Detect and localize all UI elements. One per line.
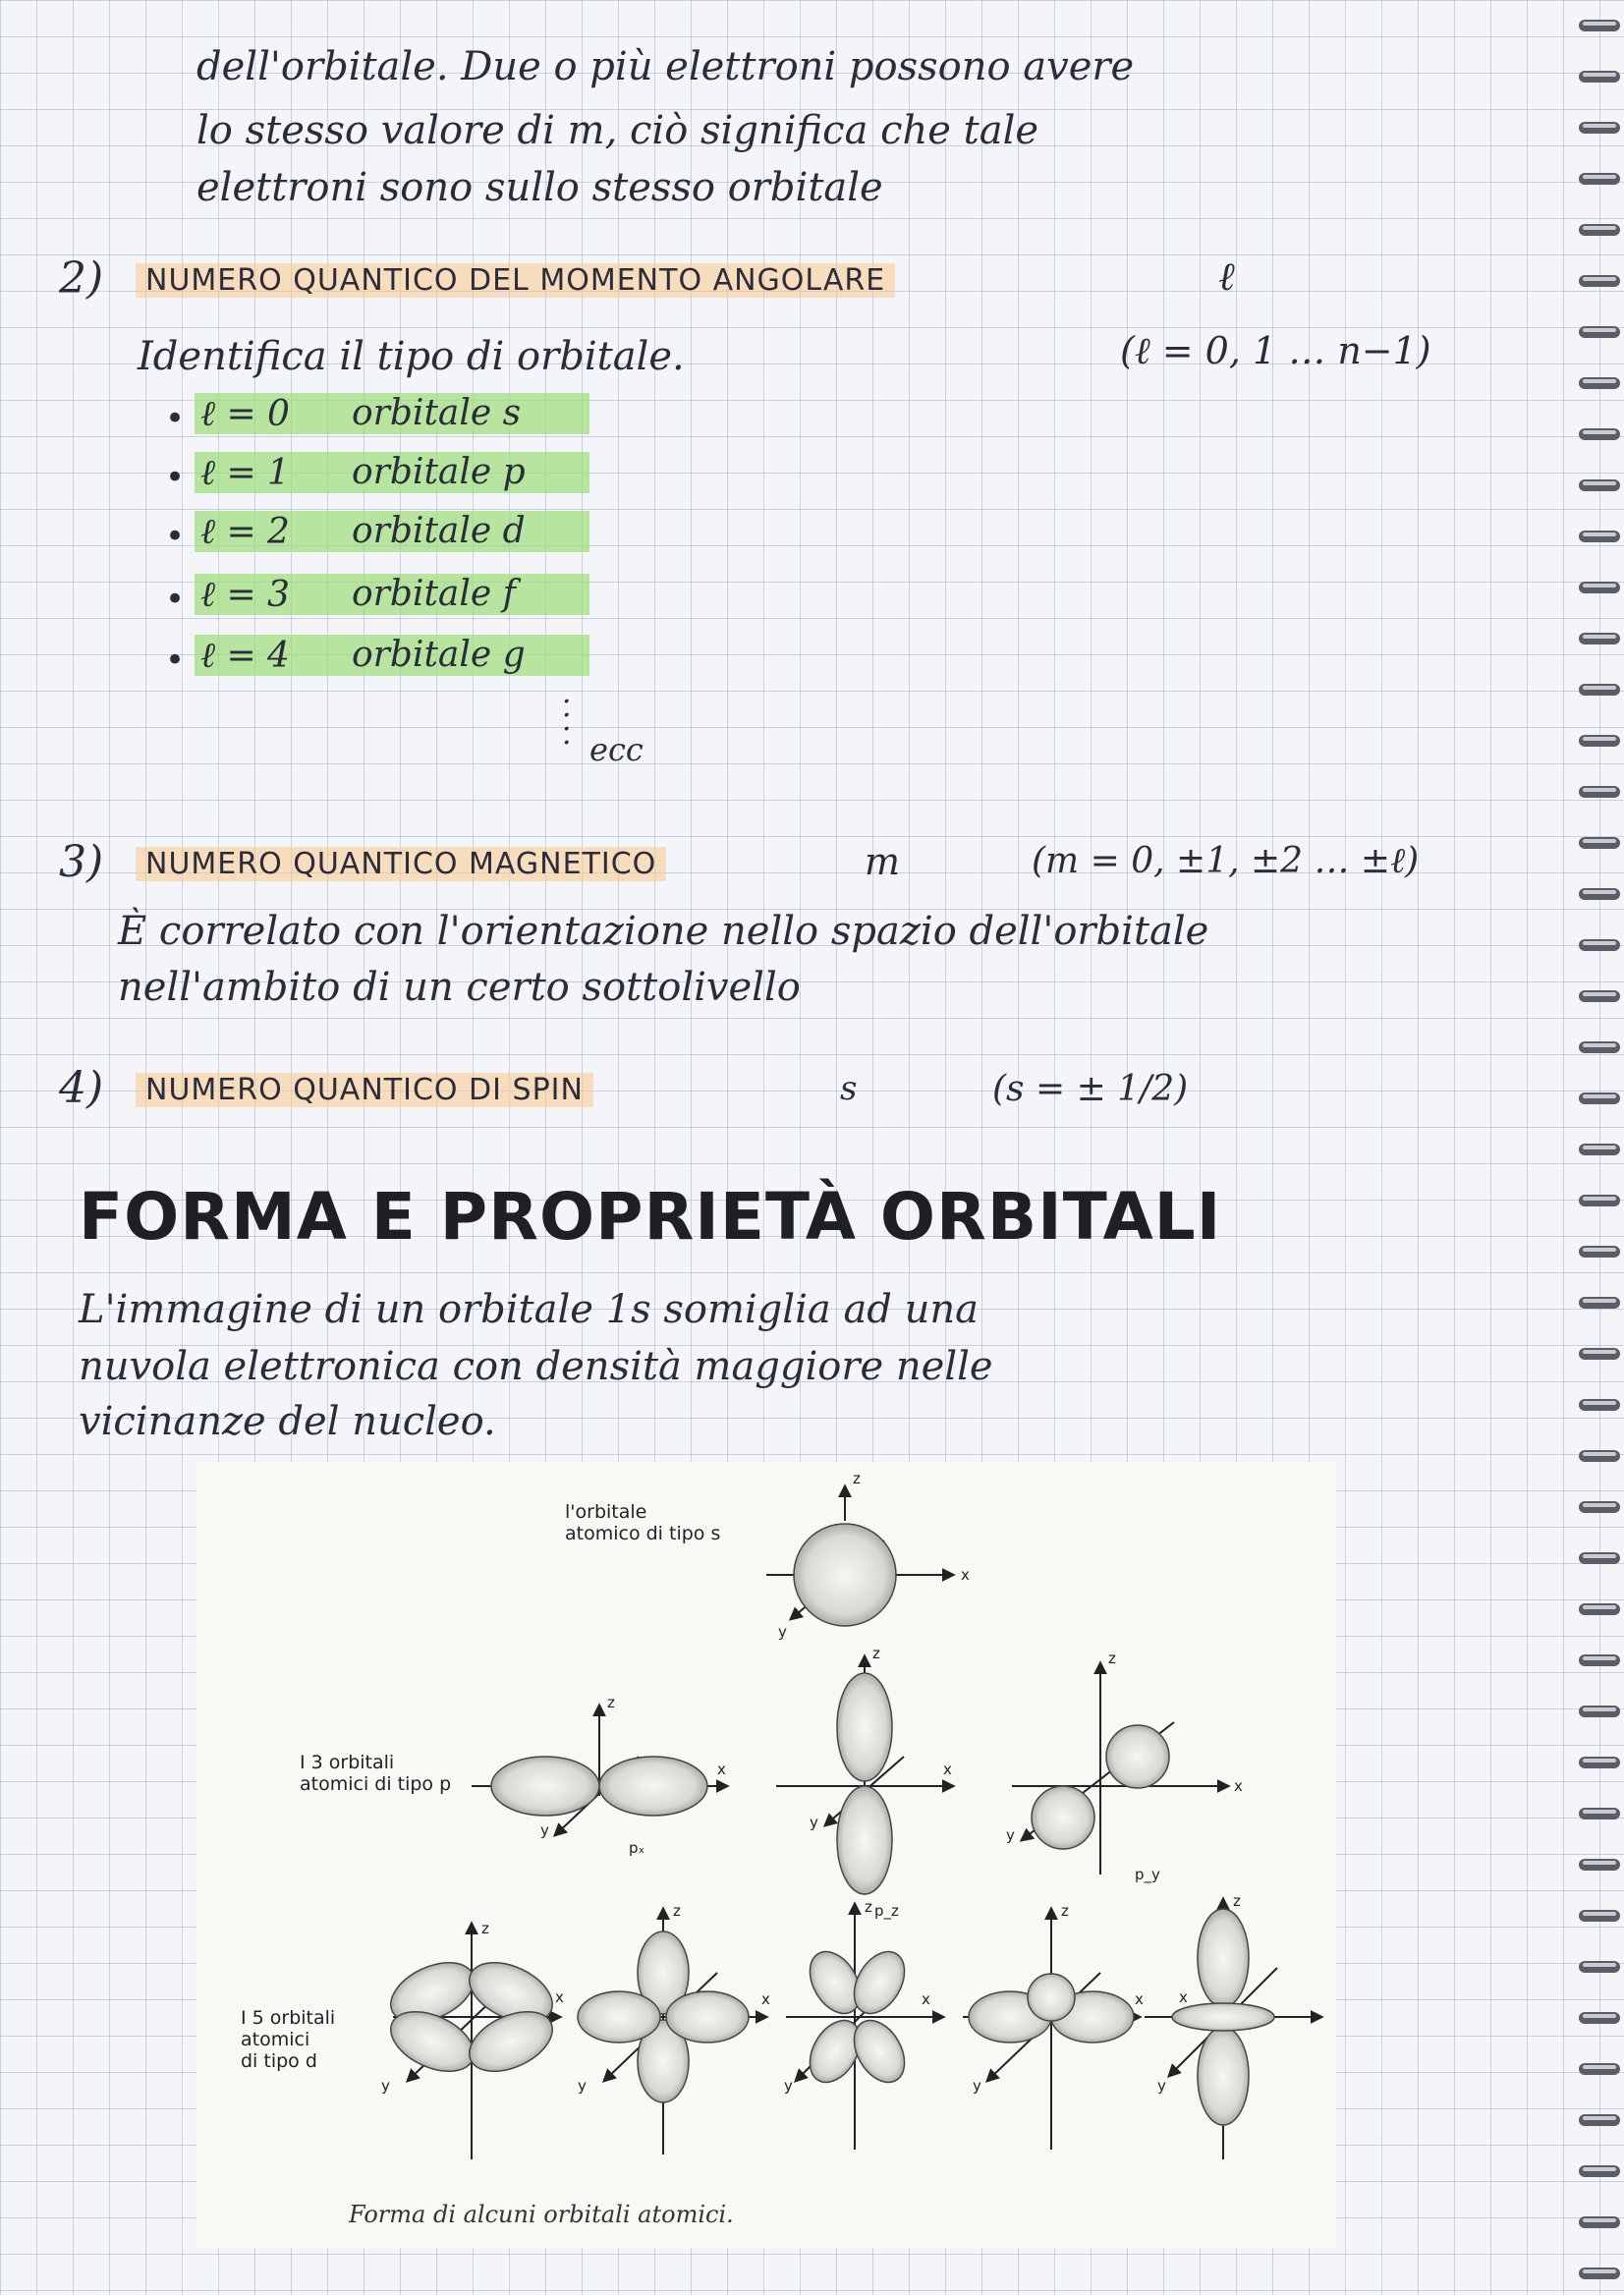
section2-symbol: ℓ [1218,254,1235,300]
px-orbital [472,1694,727,1857]
axis-y: y [578,2077,587,2095]
s-orbital [766,1470,970,1641]
figure-caption: Forma di alcuni orbitali atomici. [349,2201,734,2228]
spiral-ring-highlight [1583,2065,1616,2069]
list-item-l0 [195,393,589,434]
axis-z: z [673,1902,681,1920]
spiral-ring-highlight [1583,1350,1616,1354]
spiral-ring-highlight [1583,635,1616,639]
list-bullet: • [165,641,186,680]
axis-y: y [778,1623,787,1641]
list-item-l3 [195,574,589,615]
spiral-ring-highlight [1583,328,1616,332]
spiral-ring-highlight [1583,1043,1616,1047]
spiral-ring-highlight [1583,1248,1616,1252]
intro-line-3: elettroni sono sullo stesso orbitale [196,165,883,210]
orbital-name: orbitale g [352,635,526,675]
spiral-ring-highlight [1583,124,1616,128]
axis-x: x [761,1990,770,2008]
axis-z: z [865,1898,872,1916]
intro-line-1: dell'orbitale. Due o più elettroni possono avere [196,44,1135,89]
spiral-binding [1565,0,1624,2295]
section3-symbol: m [865,840,901,883]
axis-z: z [872,1645,880,1662]
orbital-name: orbitale f [352,574,516,614]
axis-x: x [922,1990,930,2008]
py-label: p_y [1135,1866,1160,1883]
list-item-l1 [195,452,589,493]
pz-label: p_z [874,1902,899,1920]
spiral-ring-highlight [1583,175,1616,179]
spiral-ring-highlight [1583,226,1616,230]
spiral-ring-highlight [1583,532,1616,536]
axis-y: y [973,2077,981,2095]
axis-x: x [1179,1988,1188,2006]
axis-x: x [961,1566,970,1584]
spiral-ring-highlight [1583,890,1616,894]
spiral-ring-highlight [1583,788,1616,792]
section3-number: 3) [59,837,104,887]
list-bullet: • [165,458,186,497]
d-orbital-4 [963,1902,1144,2150]
pz-orbital [776,1645,953,1921]
spiral-ring-highlight [1583,430,1616,434]
axis-y: y [810,1814,818,1831]
l-value: ℓ = 1 [200,453,290,493]
spiral-ring-highlight [1583,481,1616,485]
section4-heading: NUMERO QUANTICO DI SPIN [136,1073,593,1107]
spiral-ring-highlight [1583,584,1616,588]
spiral-ring-highlight [1583,992,1616,996]
section2-heading: NUMERO QUANTICO DEL MOMENTO ANGOLARE [136,263,895,298]
axis-y: y [784,2077,793,2095]
axis-x: x [555,1988,564,2006]
axis-x: x [1135,1990,1144,2008]
axis-z: z [853,1470,861,1487]
list-etc: ecc [589,731,644,768]
spiral-ring-highlight [1583,1759,1616,1763]
axis-y: y [1157,2077,1166,2095]
d-orbital-label: I 5 orbitali atomici di tipo d [241,2007,336,2072]
d-orbital-1 [381,1920,564,2159]
list-bullet: • [165,517,186,556]
spiral-ring-highlight [1583,2167,1616,2171]
spiral-ring-highlight [1583,1605,1616,1609]
p-orbital-label: I 3 orbitali atomici di tipo p [300,1752,452,1795]
page-title: FORMA E PROPRIETÀ ORBITALI [79,1179,1222,1255]
d-orbital-2 [578,1902,770,2155]
section2-number: 2) [59,253,104,304]
l-value: ℓ = 3 [200,575,290,615]
spiral-ring-highlight [1583,941,1616,945]
axis-y: y [1006,1826,1015,1844]
spiral-ring-highlight [1583,1912,1616,1916]
spiral-ring-highlight [1583,2116,1616,2120]
axis-x: x [943,1761,952,1778]
spiral-ring-highlight [1583,1094,1616,1098]
intro-line-2: lo stesso valore di m, ciò significa che tale [196,108,1039,153]
list-item-l2 [195,511,589,552]
section4-symbol: s [840,1069,858,1108]
d-orbital-3 [784,1898,943,2150]
orbital-name: orbitale p [352,452,526,492]
spiral-ring-highlight [1583,839,1616,843]
spiral-ring-highlight [1583,1503,1616,1507]
spiral-ring-highlight [1583,737,1616,741]
body-line-2: nuvola elettronica con densità maggiore nelle [79,1344,993,1389]
spiral-ring-highlight [1583,1656,1616,1660]
section3-line-1: È correlato con l'orientazione nello spazio dell'orbitale [118,909,1209,954]
l-value: ℓ = 0 [200,394,290,434]
spiral-ring-highlight [1583,1197,1616,1201]
spiral-ring-highlight [1583,2269,1616,2273]
spiral-ring-highlight [1583,1554,1616,1558]
body-line-3: vicinanze del nucleo. [79,1399,496,1444]
d-orbital-5 [1145,1892,1321,2159]
section2-description: Identifica il tipo di orbitale. [138,334,685,379]
section2-range: (ℓ = 0, 1 … n−1) [1120,329,1431,372]
orbital-name: orbitale d [352,511,526,551]
axis-x: x [717,1761,726,1778]
section4-number: 4) [59,1063,104,1113]
spiral-ring-highlight [1583,2218,1616,2222]
orbital-figure [196,1462,1336,2248]
list-ellipsis: · · · · [562,685,572,760]
spiral-ring-highlight [1583,2014,1616,2018]
section4-range: (s = ± 1/2) [992,1069,1189,1109]
spiral-ring-highlight [1583,22,1616,26]
orbital-diagram [196,1462,1336,2248]
axis-y: y [381,2077,390,2095]
spiral-ring-highlight [1583,686,1616,690]
list-bullet: • [165,580,186,619]
axis-x: x [1234,1777,1243,1795]
axis-z: z [1061,1902,1069,1920]
spiral-ring-highlight [1583,73,1616,77]
axis-z: z [481,1920,489,1937]
axis-y: y [540,1821,549,1839]
section3-heading: NUMERO QUANTICO MAGNETICO [136,847,666,881]
spiral-ring-highlight [1583,379,1616,383]
section3-line-2: nell'ambito di un certo sottolivello [118,965,801,1010]
axis-z: z [1108,1650,1116,1667]
list-bullet: • [165,399,186,438]
section3-range: (m = 0, ±1, ±2 … ±ℓ) [1032,841,1420,881]
body-line-1: L'immagine di un orbitale 1s somiglia ad una [79,1287,979,1332]
spiral-ring-highlight [1583,1810,1616,1814]
spiral-ring-highlight [1583,1707,1616,1711]
spiral-ring-highlight [1583,1963,1616,1967]
l-value: ℓ = 4 [200,636,290,676]
axis-z: z [1233,1892,1241,1910]
spiral-ring-highlight [1583,1146,1616,1149]
spiral-ring-highlight [1583,1452,1616,1456]
spiral-ring-highlight [1583,1299,1616,1303]
py-orbital [1006,1650,1243,1884]
s-orbital-label: l'orbitale atomico di tipo s [565,1501,721,1544]
px-label: pₓ [629,1839,645,1857]
spiral-ring-highlight [1583,277,1616,281]
list-item-l4 [195,635,589,676]
orbital-name: orbitale s [352,393,522,433]
spiral-ring-highlight [1583,1861,1616,1865]
l-value: ℓ = 2 [200,512,290,552]
axis-z: z [607,1694,615,1711]
spiral-ring-highlight [1583,1401,1616,1405]
